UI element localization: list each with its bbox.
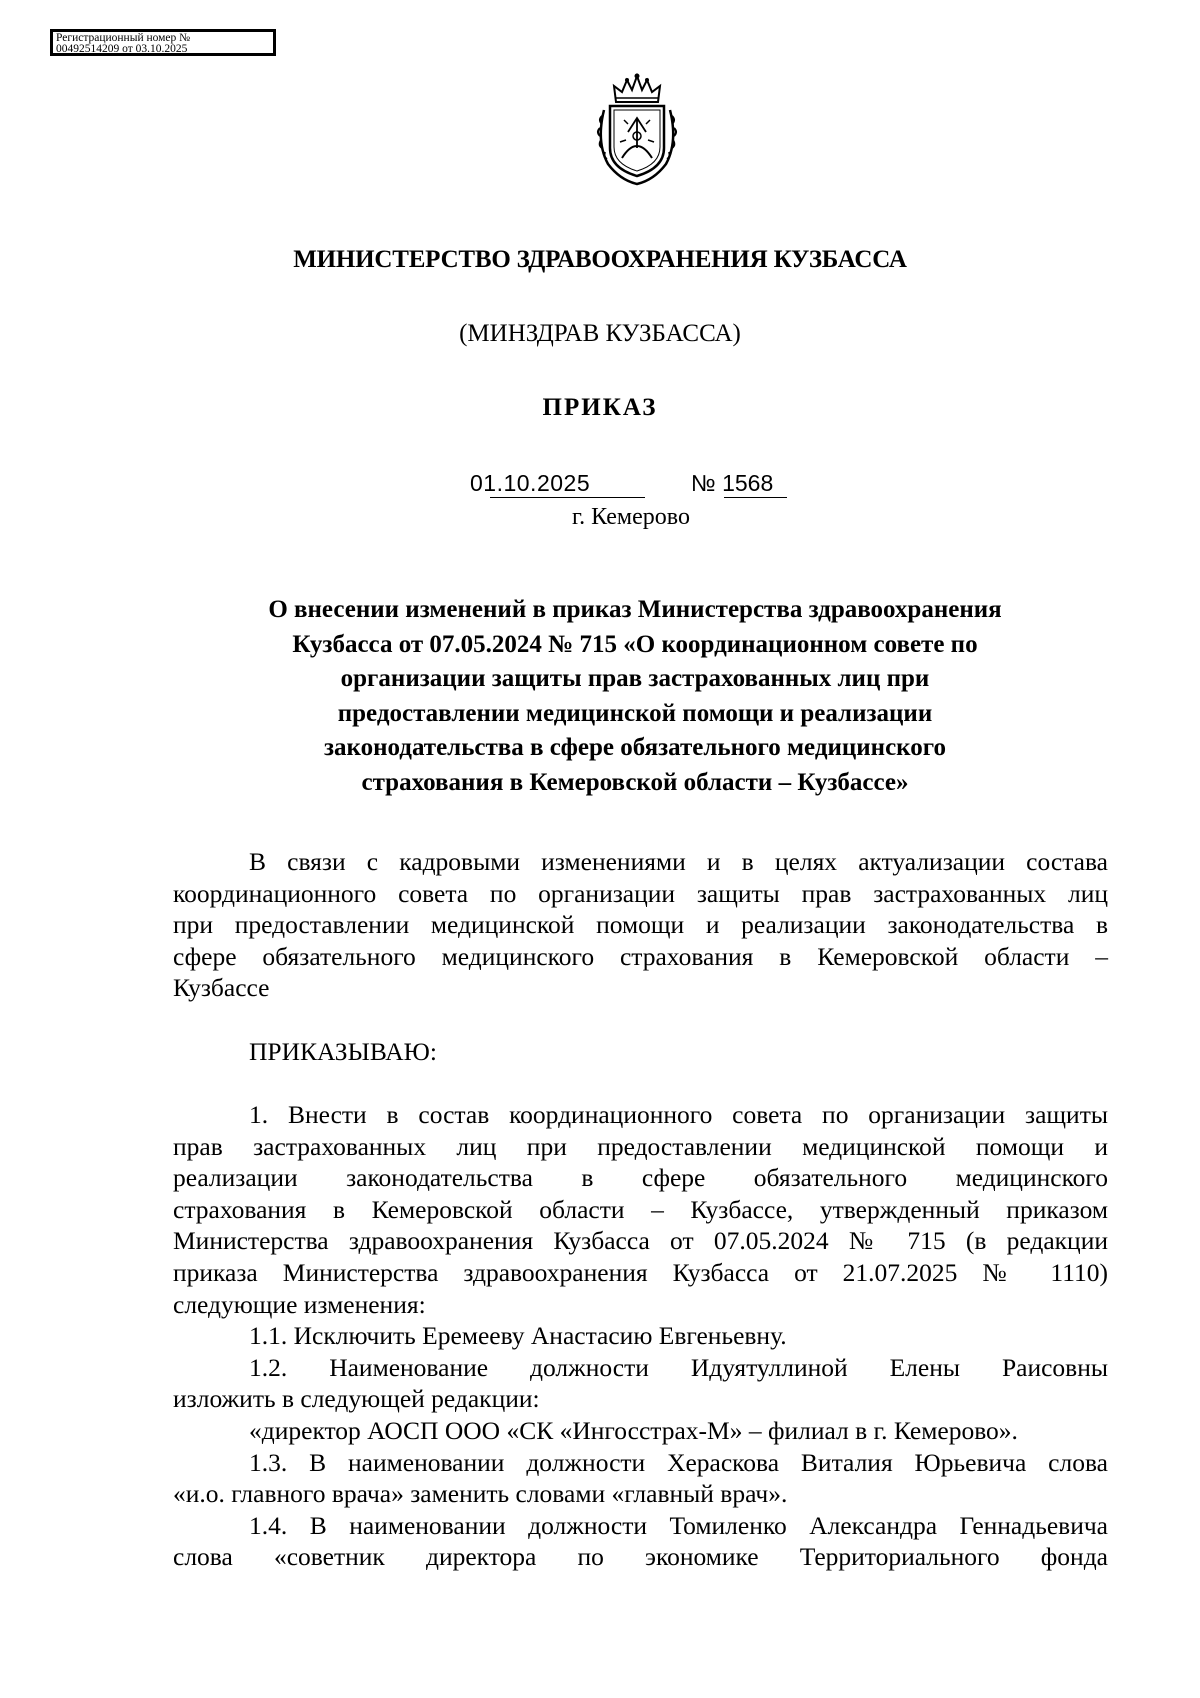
ministry-title: МИНИСТЕРСТВО ЗДРАВООХРАНЕНИЯ КУЗБАССА bbox=[293, 246, 907, 273]
item-1-1: 1.1. Исключить Еремееву Анастасию Евгеньевну. bbox=[249, 1321, 787, 1351]
item-1-line: страхования в Кемеровской области – Кузбассе, утвержденный приказом bbox=[173, 1194, 1108, 1224]
preamble-line: при предоставлении медицинской помощи и реализации законодательства в bbox=[173, 910, 1108, 940]
subject-line: предоставлении медицинской помощи и реализации bbox=[337, 699, 933, 727]
preamble-line: Кузбассе bbox=[173, 973, 270, 1003]
item-1-2-line: «директор АОСП ООО «СК «Ингосстрах-М» – филиал в г. Кемерово». bbox=[249, 1415, 1018, 1445]
item-1-line: приказа Министерства здравоохранения Кузбасса от 21.07.2025 № 1110) bbox=[173, 1257, 1108, 1287]
directive bbox=[173, 1036, 1108, 1068]
order-subject bbox=[200, 593, 1070, 800]
item-1-line: 1. Внести в состав координационного совета по организации защиты bbox=[249, 1100, 1108, 1129]
preamble-line: координационного совета по организации защиты прав застрахованных лиц bbox=[173, 878, 1108, 908]
document-type: ПРИКАЗ bbox=[542, 394, 658, 421]
kuzbass-coat-of-arms-icon bbox=[594, 72, 680, 188]
date-underline bbox=[490, 497, 645, 498]
item-1-line: прав застрахованных лиц при предоставлении медицинской помощи и bbox=[173, 1131, 1108, 1161]
subject-line: О внесении изменений в приказ Министерства здравоохранения bbox=[268, 596, 1002, 623]
subject-line: Кузбасса от 07.05.2024 № 715 «О координационном совете по bbox=[292, 630, 978, 658]
item-1-3-line: 1.3. В наименовании должности Хераскова Виталия Юрьевича слова bbox=[249, 1447, 1108, 1477]
registration-label: Регистрационный номер № bbox=[56, 32, 191, 44]
item-1-3-line: «и.о. главного врача» заменить словами «главный врач». bbox=[173, 1479, 788, 1509]
item-1-line: Министерства здравоохранения Кузбасса от 07.05.2024 № 715 (в редакции bbox=[173, 1226, 1108, 1256]
subject-line: страхования в Кемеровской области – Кузбассе» bbox=[361, 768, 909, 796]
item-1-4-line: 1.4. В наименовании должности Томиленко Александра Геннадьевича bbox=[249, 1510, 1108, 1540]
item-1 bbox=[173, 1099, 1108, 1573]
order-number: № 1568 bbox=[691, 470, 774, 496]
item-1-4-line: слова «советник директора по экономике Территориального фонда bbox=[173, 1542, 1108, 1572]
preamble bbox=[173, 846, 1108, 1004]
subject-line: законодательства в сфере обязательного медицинского bbox=[324, 734, 946, 761]
ministry-short-name: (МИНЗДРАВ КУЗБАССА) bbox=[459, 320, 741, 347]
item-1-line: реализации законодательства в сфере обязательного медицинского bbox=[173, 1163, 1108, 1193]
city: г. Кемерово bbox=[572, 504, 690, 530]
preamble-line: В связи с кадровыми изменениями и в целях актуализации состава bbox=[249, 847, 1108, 876]
directive-text: ПРИКАЗЫВАЮ: bbox=[249, 1037, 437, 1066]
order-date: 01.10.2025 bbox=[470, 470, 591, 496]
registration-stamp bbox=[50, 29, 276, 56]
subject-line: организации защиты прав застрахованных лиц при bbox=[340, 665, 930, 692]
item-1-line: следующие изменения: bbox=[173, 1289, 426, 1319]
preamble-line: сфере обязательного медицинского страхования в Кемеровской области – bbox=[173, 941, 1108, 971]
registration-number: 00492514209 от 03.10.2025 bbox=[56, 43, 188, 55]
number-underline bbox=[724, 497, 787, 498]
item-1-2-line: 1.2. Наименование должности Идуятуллиной Елены Раисовны bbox=[249, 1352, 1108, 1382]
item-1-2-line: изложить в следующей редакции: bbox=[173, 1384, 540, 1414]
